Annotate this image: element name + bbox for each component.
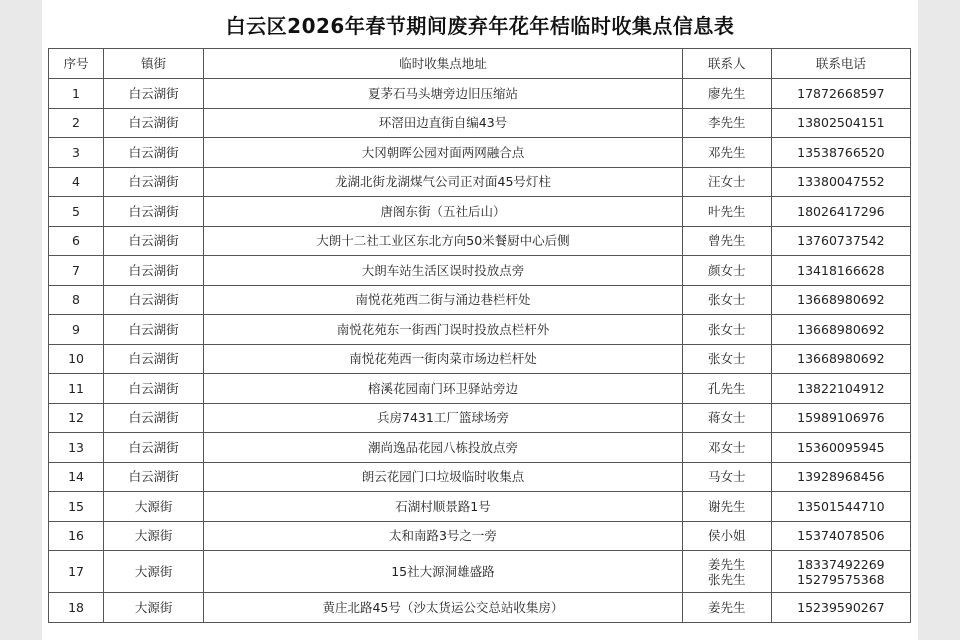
cell-address: 龙湖北街龙湖煤气公司正对面45号灯柱 [204,167,683,197]
cell-phone [771,79,910,109]
header-no: 序号 [49,49,104,79]
cell-contact-value: 张女士 [708,321,746,337]
cell-no: 4 [49,167,104,197]
collection-points-table [48,48,911,623]
header-contact: 联系人 [682,49,771,79]
cell-contact-value: 邓先生 [708,144,746,160]
cell-no: 5 [49,197,104,227]
cell-no: 6 [49,226,104,256]
cell-phone-value: 18026417296 [797,203,885,219]
cell-contact-value: 廖先生 [708,85,746,101]
cell-address: 夏茅石马头塘旁边旧压缩站 [204,79,683,109]
cell-town: 白云湖街 [104,315,204,345]
cell-phone-value: 13380047552 [797,174,885,190]
cell-town: 白云湖街 [104,108,204,138]
cell-contact-value: 姜先生 [708,599,746,615]
cell-contact-value: 邓女士 [708,439,746,455]
cell-address: 南悦花苑西二街与涌边巷栏杆处 [204,285,683,315]
table-row [49,138,911,168]
cell-address: 石湖村顺景路1号 [204,492,683,522]
table-row [49,344,911,374]
cell-town: 大源街 [104,521,204,551]
header-phone: 联系电话 [771,49,910,79]
cell-phone [771,593,910,623]
cell-phone [771,197,910,227]
cell-address: 榕溪花园南门环卫驿站旁边 [204,374,683,404]
table-row [49,315,911,345]
cell-address: 大朗车站生活区误时投放点旁 [204,256,683,286]
cell-town: 白云湖街 [104,197,204,227]
document-sheet [42,0,918,640]
cell-no: 16 [49,521,104,551]
cell-town: 大源街 [104,551,204,593]
cell-phone-value: 13802504151 [797,115,885,131]
cell-phone [771,374,910,404]
page-title: 白云区2026年春节期间废弃年花年桔临时收集点信息表 [225,14,735,38]
cell-contact-value: 谢先生 [708,498,746,514]
cell-phone-value: 13418166628 [797,262,885,278]
table-row [49,593,911,623]
cell-address: 潮尚逸品花园八栋投放点旁 [204,433,683,463]
cell-phone-value: 18337492269 [797,556,885,572]
cell-contact [682,108,771,138]
cell-address: 唐阁东街（五社后山） [204,197,683,227]
cell-phone-value: 15360095945 [797,439,885,455]
cell-phone-value: 13668980692 [797,351,885,367]
cell-contact [682,197,771,227]
cell-contact-value: 张先生 [708,571,746,587]
cell-town: 白云湖街 [104,226,204,256]
cell-contact-value: 颜女士 [708,262,746,278]
cell-phone [771,403,910,433]
cell-contact [682,403,771,433]
cell-address: 南悦花苑东一街西门误时投放点栏杆外 [204,315,683,345]
cell-contact [682,374,771,404]
cell-phone [771,285,910,315]
cell-town: 白云湖街 [104,138,204,168]
cell-town: 白云湖街 [104,462,204,492]
cell-phone-value: 15989106976 [797,410,885,426]
cell-phone [771,138,910,168]
cell-town: 白云湖街 [104,433,204,463]
cell-contact [682,521,771,551]
table-header-row [49,49,911,79]
cell-contact [682,226,771,256]
table-row [49,492,911,522]
cell-contact [682,285,771,315]
cell-no: 11 [49,374,104,404]
cell-no: 15 [49,492,104,522]
table-row [49,256,911,286]
cell-no: 7 [49,256,104,286]
table-row [49,521,911,551]
table-row [49,79,911,109]
cell-town: 白云湖街 [104,79,204,109]
cell-address: 环滘田边直街自编43号 [204,108,683,138]
cell-address: 太和南路3号之一旁 [204,521,683,551]
cell-phone-value: 13822104912 [797,380,885,396]
cell-town: 白云湖街 [104,374,204,404]
cell-no: 14 [49,462,104,492]
cell-phone [771,108,910,138]
cell-contact-value: 汪女士 [708,174,746,190]
cell-no: 9 [49,315,104,345]
cell-town: 白云湖街 [104,403,204,433]
cell-contact [682,138,771,168]
cell-phone [771,521,910,551]
cell-no: 12 [49,403,104,433]
cell-town: 白云湖街 [104,256,204,286]
cell-address: 15社大源洞雄盛路 [204,551,683,593]
cell-contact [682,79,771,109]
cell-contact [682,462,771,492]
cell-phone-value: 15279575368 [797,571,885,587]
cell-address: 大冈朝晖公园对面两网融合点 [204,138,683,168]
cell-contact-value: 张女士 [708,351,746,367]
cell-contact [682,593,771,623]
cell-no: 18 [49,593,104,623]
header-address: 临时收集点地址 [204,49,683,79]
cell-no: 13 [49,433,104,463]
cell-no: 10 [49,344,104,374]
cell-contact-value: 孔先生 [708,380,746,396]
cell-address: 朗云花园门口垃圾临时收集点 [204,462,683,492]
cell-address: 兵房7431工厂篮球场旁 [204,403,683,433]
table-row [49,197,911,227]
cell-address: 大朗十二社工业区东北方向50米餐厨中心后侧 [204,226,683,256]
cell-contact-value: 叶先生 [708,203,746,219]
cell-phone [771,462,910,492]
cell-town: 白云湖街 [104,167,204,197]
table-row [49,226,911,256]
cell-phone [771,167,910,197]
cell-phone-value: 17872668597 [797,85,885,101]
table-body [49,79,911,623]
table-row [49,108,911,138]
cell-phone [771,315,910,345]
table-row [49,167,911,197]
cell-no: 3 [49,138,104,168]
cell-phone-value: 13501544710 [797,498,885,514]
cell-contact [682,492,771,522]
cell-contact [682,167,771,197]
cell-address: 黄庄北路45号（沙太货运公交总站收集房） [204,593,683,623]
table-row [49,433,911,463]
cell-no: 17 [49,551,104,593]
cell-town: 白云湖街 [104,285,204,315]
table-row [49,462,911,492]
cell-phone [771,226,910,256]
cell-town: 大源街 [104,593,204,623]
cell-contact-value: 蒋女士 [708,410,746,426]
cell-contact [682,551,771,593]
cell-phone-value: 13538766520 [797,144,885,160]
cell-town: 白云湖街 [104,344,204,374]
cell-phone-value: 13928968456 [797,469,885,485]
cell-phone-value: 13760737542 [797,233,885,249]
cell-phone [771,492,910,522]
cell-town: 大源街 [104,492,204,522]
cell-phone-value: 13668980692 [797,321,885,337]
cell-phone [771,344,910,374]
cell-phone [771,551,910,593]
cell-contact-value: 马女士 [708,469,746,485]
cell-no: 1 [49,79,104,109]
cell-address: 南悦花苑西一街肉菜市场边栏杆处 [204,344,683,374]
cell-phone-value: 15239590267 [797,599,885,615]
cell-contact [682,433,771,463]
table-row [49,285,911,315]
cell-no: 2 [49,108,104,138]
cell-phone [771,256,910,286]
cell-phone-value: 15374078506 [797,528,885,544]
cell-contact-value: 曾先生 [708,233,746,249]
cell-contact [682,315,771,345]
cell-contact-value: 姜先生 [708,556,746,572]
cell-no: 8 [49,285,104,315]
cell-contact [682,256,771,286]
table-row [49,551,911,593]
cell-contact-value: 李先生 [708,115,746,131]
table-row [49,403,911,433]
table-row [49,374,911,404]
cell-phone [771,433,910,463]
cell-phone-value: 13668980692 [797,292,885,308]
header-town: 镇街 [104,49,204,79]
cell-contact [682,344,771,374]
cell-contact-value: 侯小姐 [708,528,746,544]
cell-contact-value: 张女士 [708,292,746,308]
